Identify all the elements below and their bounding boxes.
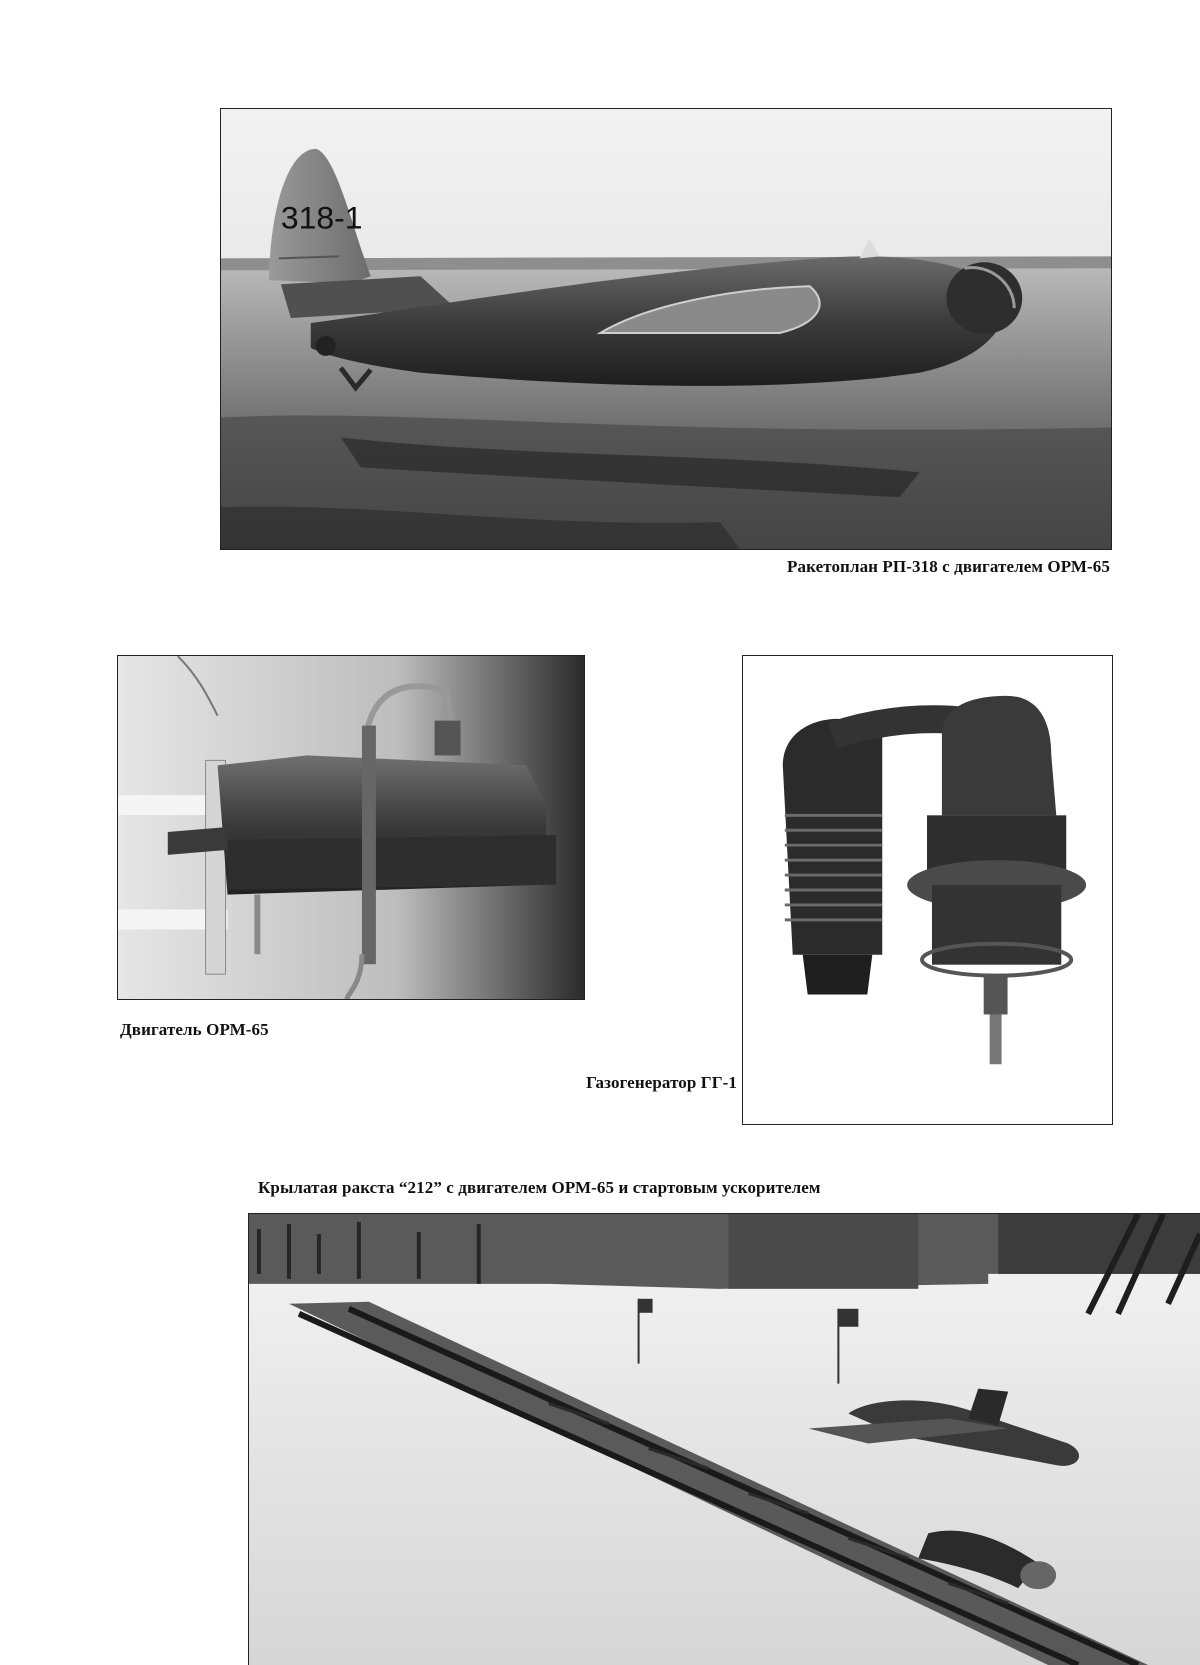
gas-generator-illustration — [743, 656, 1112, 1124]
photo-cruise-rocket-212 — [248, 1213, 1200, 1665]
caption-engine: Двигатель ОРМ-65 — [120, 1020, 269, 1039]
caption-cruise-rocket: Крылатая ракста “212” с двигателем ОРМ-65 и стартовым ускорителем — [258, 1178, 821, 1197]
tail-marking: 318-1 — [280, 199, 363, 236]
engine-illustration — [118, 656, 584, 999]
cruise-rocket-illustration — [249, 1214, 1200, 1665]
photo-rocket-plane-rp318 — [220, 108, 1112, 550]
photo-gas-generator-gg1 — [742, 655, 1113, 1125]
caption-gas-generator: Газогенератор ГГ-1 — [586, 1073, 737, 1092]
caption-rocket-plane: Ракетоплан РП-318 с двигателем ОРМ-65 — [787, 557, 1110, 576]
photo-engine-orm65 — [117, 655, 585, 1000]
rocket-plane-illustration — [221, 109, 1111, 549]
